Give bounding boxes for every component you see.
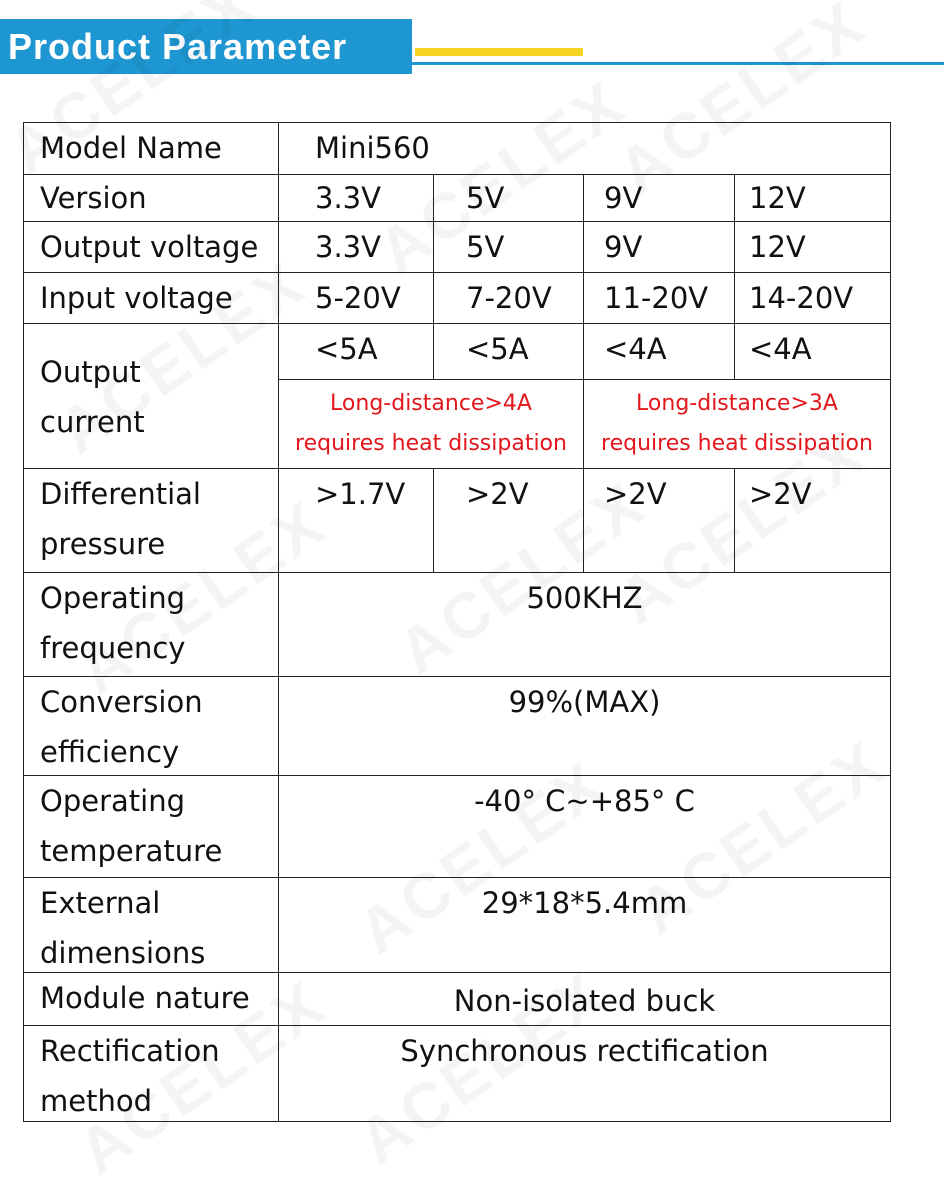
output-voltage-5v: 5V [434, 222, 584, 273]
output-voltage-3v3: 3.3V [279, 222, 434, 273]
label-rectification-line1: Rectification [40, 1034, 220, 1068]
note-right-line2: requires heat dissipation [601, 431, 873, 456]
differential-9v: >2V [584, 469, 735, 573]
label-input-voltage: Input voltage [24, 273, 279, 324]
value-external-dimensions: 29*18*5.4mm [279, 878, 890, 973]
differential-12v: >2V [735, 469, 890, 573]
label-external-dimensions [24, 878, 279, 973]
value-operating-temperature: -40° C~+85° C [279, 776, 890, 878]
header-rule [412, 62, 944, 65]
value-operating-frequency: 500KHZ [279, 573, 890, 677]
label-rectification-line2: method [40, 1084, 152, 1118]
note-left-line2: requires heat dissipation [295, 431, 567, 456]
version-3v3: 3.3V [279, 175, 434, 222]
version-5v: 5V [434, 175, 584, 222]
input-voltage-9v: 11-20V [584, 273, 735, 324]
page-title: Product Parameter [8, 26, 348, 67]
note-right-line1: Long-distance>3A [636, 391, 838, 416]
note-left-line1: Long-distance>4A [330, 391, 532, 416]
input-voltage-12v: 14-20V [735, 273, 890, 324]
label-differential-pressure [24, 469, 279, 573]
label-module-nature: Module nature [24, 973, 279, 1026]
value-module-nature: Non-isolated buck [279, 973, 890, 1026]
label-dimensions-line1: External [40, 886, 161, 920]
label-temperature-line1: Operating [40, 784, 185, 818]
output-current-5v: <5A [434, 324, 584, 380]
label-frequency-line2: frequency [40, 631, 186, 665]
differential-5v: >2V [434, 469, 584, 573]
label-differential-line2: pressure [40, 527, 166, 561]
input-voltage-3v3: 5-20V [279, 273, 434, 324]
label-temperature-line2: temperature [40, 834, 223, 868]
output-current-9v: <4A [584, 324, 735, 380]
label-operating-temperature [24, 776, 279, 878]
output-current-note-right [584, 380, 890, 469]
label-conversion-efficiency [24, 677, 279, 776]
label-output-voltage: Output voltage [24, 222, 279, 273]
label-output-current-line2: current [40, 405, 145, 439]
label-frequency-line1: Operating [40, 581, 185, 615]
value-rectification-method: Synchronous rectification [400, 1034, 769, 1068]
label-version: Version [24, 175, 279, 222]
parameter-table [23, 122, 891, 1122]
value-conversion-efficiency: 99%(MAX) [279, 677, 890, 776]
value-model-name: Mini560 [279, 123, 890, 175]
accent-bar [415, 48, 583, 56]
label-operating-frequency [24, 573, 279, 677]
title-banner [0, 19, 412, 74]
label-output-current-line1: Output [40, 355, 141, 389]
input-voltage-5v: 7-20V [434, 273, 584, 324]
output-voltage-12v: 12V [735, 222, 890, 273]
label-rectification-method [24, 1026, 279, 1121]
version-9v: 9V [584, 175, 735, 222]
label-model-name: Model Name [24, 123, 279, 175]
page-header [0, 0, 944, 80]
label-efficiency-line2: efficiency [40, 735, 180, 769]
differential-3v3: >1.7V [279, 469, 434, 573]
label-differential-line1: Differential [40, 477, 201, 511]
version-12v: 12V [735, 175, 890, 222]
output-current-3v3: <5A [279, 324, 434, 380]
label-efficiency-line1: Conversion [40, 685, 203, 719]
output-current-12v: <4A [735, 324, 890, 380]
output-current-note-left [279, 380, 584, 469]
output-voltage-9v: 9V [584, 222, 735, 273]
label-output-current [24, 324, 279, 469]
label-dimensions-line2: dimensions [40, 936, 206, 970]
